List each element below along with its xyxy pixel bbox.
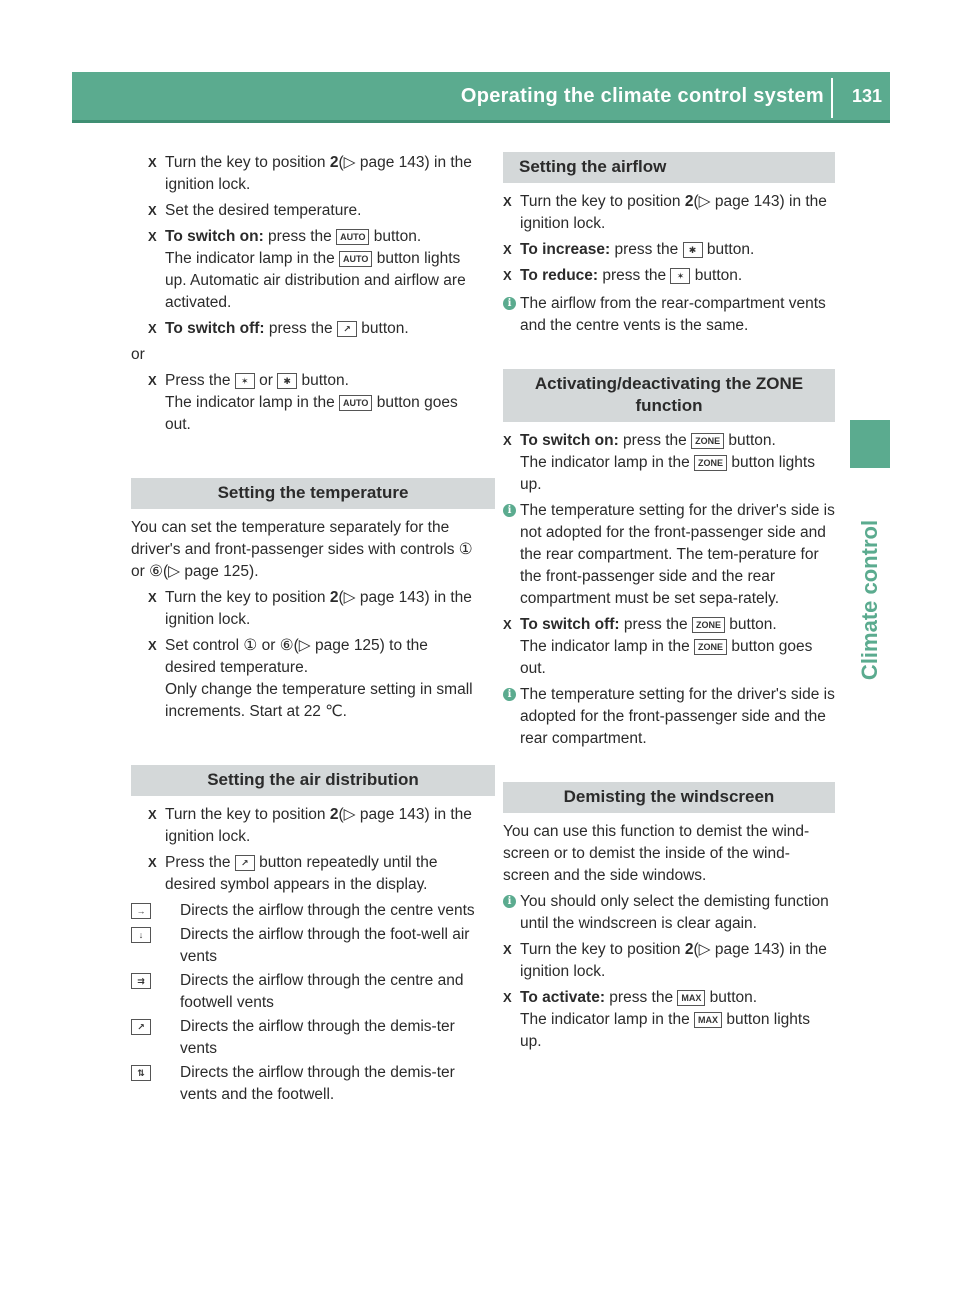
symbol-row: ⇅ Directs the airflow through the demis-ter vents and the footwell. <box>131 1062 480 1106</box>
step-marker: X <box>148 229 157 244</box>
demisting-intro: You can use this function to demist the wind-screen or to demist the inside of the wind-screen and the side windows. <box>503 823 810 884</box>
left-column <box>131 152 480 1108</box>
info-icon: i <box>503 688 516 701</box>
right-column <box>503 152 835 1057</box>
symbol-row: ⇉ Directs the airflow through the centre and footwell vents <box>131 970 480 1014</box>
step-turn-key-temp: X Turn the key to position 2(▷ page 143) in the ignition lock. <box>148 589 472 628</box>
temperature-intro: You can set the temperature separately for the driver's and front-passenger sides with controls ① or ⑥(▷ page 125). <box>131 519 473 580</box>
control-6-icon: ⑥ <box>279 637 294 654</box>
auto-button-icon: AUTO <box>336 229 369 245</box>
airflow-demister-icon: ↗ <box>131 1019 151 1035</box>
defrost-max-button-icon: MAX <box>677 990 705 1006</box>
step-turn-key: X Turn the key to position 2(▷ page 143) in the ignition lock. <box>148 154 472 193</box>
step-marker: X <box>503 242 512 257</box>
step-marker: X <box>148 203 157 218</box>
page-arrow-icon: ▷ <box>698 193 711 210</box>
step-marker: X <box>503 942 512 957</box>
step-marker: X <box>503 617 512 632</box>
page-arrow-icon: ▷ <box>343 806 356 823</box>
page-arrow-icon: ▷ <box>168 563 181 580</box>
fan-down-button-icon: ✶ <box>235 373 255 389</box>
info-icon: i <box>503 895 516 908</box>
fan-up-button-icon: ✱ <box>277 373 297 389</box>
step-marker: X <box>148 855 157 870</box>
header-divider <box>831 78 833 118</box>
airflow-footwell-icon: ↓ <box>131 927 151 943</box>
step-set-temp: X Set the desired temperature. <box>148 200 480 222</box>
info-icon: i <box>503 297 516 310</box>
step-marker: X <box>503 433 512 448</box>
symbol-row: ↗ Directs the airflow through the demis-ter vents <box>131 1016 480 1060</box>
step-zone-on: X To switch on: press the ZONE button. The indicator lamp in the ZONE button lights up. <box>503 432 815 493</box>
info-zone-off-state: i The temperature setting for the driver's side is not adopted for the front-passenger side and the rear compartment. The tem-perature for the front-passenger side and the rear compartment must be set sepa-rately. <box>503 500 835 610</box>
step-press-fan: X Press the ✶ or ✱ button. The indicator lamp in the AUTO button goes out. <box>148 372 458 433</box>
defrost-max-button-icon: MAX <box>694 1012 722 1028</box>
chapter-tab <box>850 420 890 468</box>
section-heading-zone: Activating/deactivating the ZONE function <box>503 369 835 422</box>
info-demisting: i You should only select the demisting function until the windscreen is clear again. <box>503 891 835 935</box>
page-arrow-icon: ▷ <box>343 589 356 606</box>
step-set-control: X Set control ① or ⑥(▷ page 125) to the desired temperature. Only change the temperature setting in small increments. Start at 22 ℃. <box>148 637 473 720</box>
step-marker: X <box>148 590 157 605</box>
step-marker: X <box>148 638 157 653</box>
step-marker: X <box>148 807 157 822</box>
step-increase: X To increase: press the ✱ button. <box>503 239 835 261</box>
step-marker: X <box>148 155 157 170</box>
fan-down-button-icon: ✶ <box>670 268 690 284</box>
section-heading-demisting: Demisting the windscreen <box>503 782 835 813</box>
air-distribution-button-icon: ↗ <box>235 855 255 871</box>
section-heading-temperature: Setting the temperature <box>131 478 495 509</box>
airflow-demister-footwell-icon: ⇅ <box>131 1065 151 1081</box>
step-marker: X <box>503 268 512 283</box>
zone-button-icon: ZONE <box>694 639 727 655</box>
zone-button-icon: ZONE <box>694 455 727 471</box>
page-arrow-icon: ▷ <box>298 637 311 654</box>
step-reduce: X To reduce: press the ✶ button. <box>503 265 835 287</box>
symbol-table <box>131 900 480 1106</box>
step-switch-on: X To switch on: press the AUTO button. The indicator lamp in the AUTO button lights up. Automatic air distribution and airflow are activated. <box>148 228 466 311</box>
page-header <box>72 72 890 123</box>
info-airflow: i The airflow from the rear-compartment vents and the centre vents is the same. <box>503 293 835 337</box>
control-1-icon: ① <box>243 637 258 654</box>
fan-up-button-icon: ✱ <box>683 242 703 258</box>
auto-button-icon: AUTO <box>339 251 372 267</box>
info-zone-adopted: i The temperature setting for the driver's side is adopted for the front-passenger side and the rear compartment. <box>503 684 835 750</box>
step-marker: X <box>503 990 512 1005</box>
step-marker: X <box>148 321 157 336</box>
symbol-row: ↓ Directs the airflow through the foot-well air vents <box>131 924 480 968</box>
or-text: or <box>131 346 145 363</box>
page-arrow-icon: ▷ <box>698 941 711 958</box>
page-number: 131 <box>851 86 882 106</box>
header-title: Operating the climate control system <box>460 85 824 107</box>
air-distribution-button-icon: ↗ <box>337 321 357 337</box>
section-heading-airflow: Setting the airflow <box>503 152 835 183</box>
auto-button-icon: AUTO <box>339 395 372 411</box>
section-heading-air-distribution: Setting the air distribution <box>131 765 495 796</box>
page-arrow-icon: ▷ <box>343 154 356 171</box>
step-turn-key-air: X Turn the key to position 2(▷ page 143) in the ignition lock. <box>148 806 472 845</box>
symbol-row: → Directs the airflow through the centre vents <box>131 900 480 922</box>
zone-button-icon: ZONE <box>691 433 724 449</box>
step-turn-key-demist: X Turn the key to position 2(▷ page 143) in the ignition lock. <box>503 941 827 980</box>
step-zone-off: X To switch off: press the ZONE button. The indicator lamp in the ZONE button goes out. <box>503 616 813 677</box>
airflow-centre-footwell-icon: ⇉ <box>131 973 151 989</box>
step-turn-key-flow: X Turn the key to position 2(▷ page 143) in the ignition lock. <box>503 193 827 232</box>
info-icon: i <box>503 504 516 517</box>
control-6-icon: ⑥ <box>149 563 163 580</box>
step-activate-demist: X To activate: press the MAX button. The indicator lamp in the MAX button lights up. <box>503 989 810 1050</box>
control-1-icon: ① <box>458 541 473 558</box>
step-marker: X <box>148 373 157 388</box>
step-switch-off: X To switch off: press the ↗ button. <box>148 318 480 340</box>
airflow-centre-icon: → <box>131 903 151 919</box>
zone-button-icon: ZONE <box>692 617 725 633</box>
step-marker: X <box>503 194 512 209</box>
step-press-air: X Press the ↗ button repeatedly until the desired symbol appears in the display. <box>148 854 438 893</box>
chapter-label: Climate control <box>857 519 882 681</box>
